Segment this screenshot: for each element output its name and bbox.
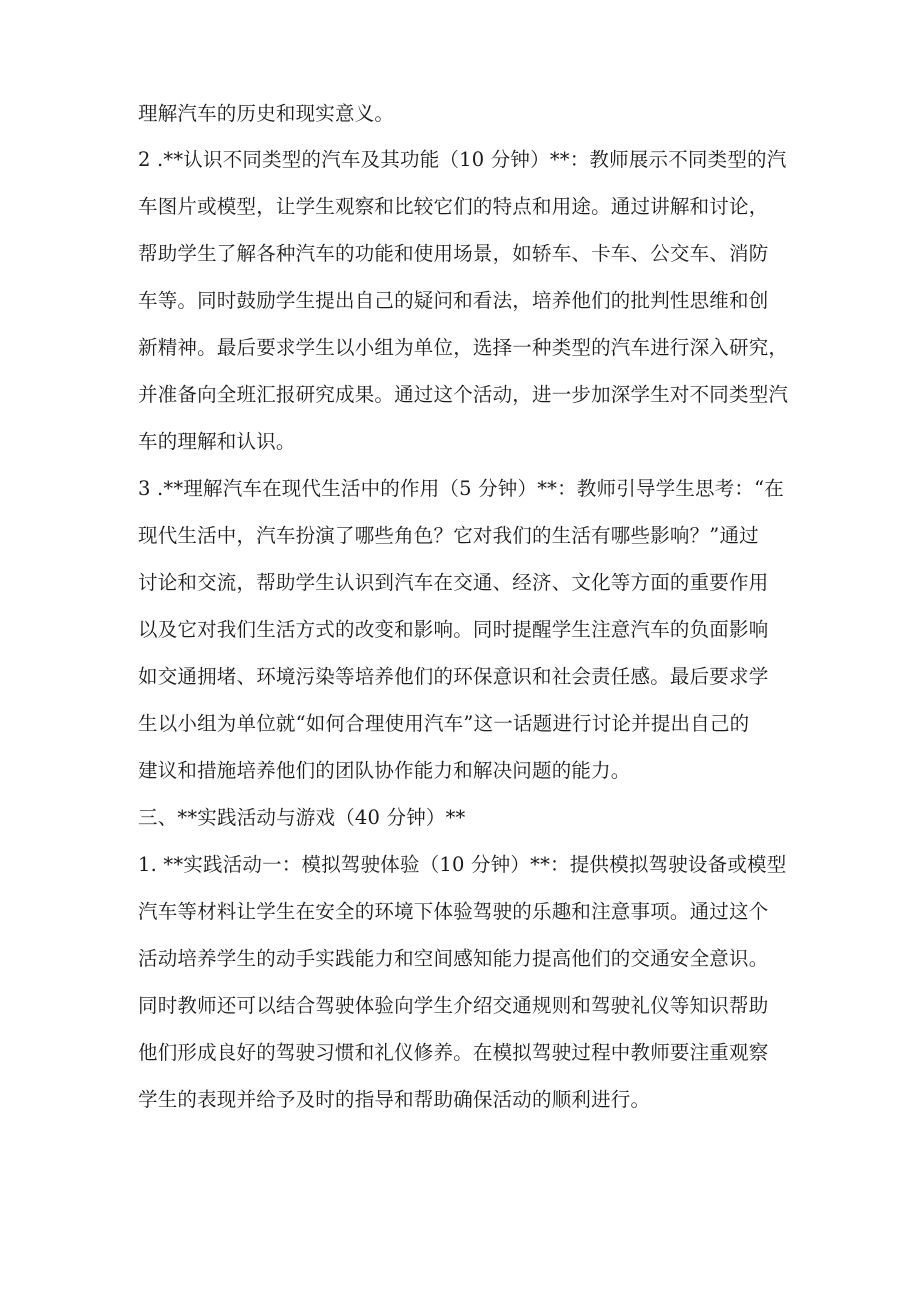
text-line: 学生的表现并给予及时的指导和帮助确保活动的顺利进行。: [138, 1088, 651, 1111]
text-line: 车等。同时鼓励学生提出自己的疑问和看法，培养他们的批判性思维和创: [138, 289, 769, 312]
text-line: 以及它对我们生活方式的改变和影响。同时提醒学生注意汽车的负面影响: [138, 618, 769, 641]
text-line: 同时教师还可以结合驾驶体验向学生介绍交通规则和驾驶礼仪等知识帮助: [138, 994, 769, 1017]
section-heading: 三、**实践活动与游戏（40 分钟）**: [138, 806, 466, 829]
text-line: 2 .**认识不同类型的汽车及其功能（10 分钟）**：教师展示不同类型的汽: [138, 148, 787, 171]
text-line: 现代生活中，汽车扮演了哪些角色？它对我们的生活有哪些影响？”通过: [138, 524, 759, 547]
text-line: 3 .**理解汽车在现代生活中的作用（5 分钟）**：教师引导学生思考：“在: [138, 477, 784, 500]
text-line: 如交通拥堵、环境污染等培养他们的环保意识和社会责任感。最后要求学: [138, 665, 769, 688]
text-line: 理解汽车的历史和现实意义。: [138, 102, 395, 125]
text-line: 车图片或模型，让学生观察和比较它们的特点和用途。通过讲解和讨论，: [138, 195, 769, 218]
text-line: 车的理解和认识。: [138, 430, 296, 453]
text-line: 活动培养学生的动手实践能力和空间感知能力提高他们的交通安全意识。: [138, 947, 769, 970]
text-line: 讨论和交流，帮助学生认识到汽车在交通、经济、文化等方面的重要作用: [138, 571, 769, 594]
text-line: 汽车等材料让学生在安全的环境下体验驾驶的乐趣和注意事项。通过这个: [138, 900, 769, 923]
text-line: 建议和措施培养他们的团队协作能力和解决问题的能力。: [138, 759, 631, 782]
text-line: 生以小组为单位就“如何合理使用汽车”这一话题进行讨论并提出自己的: [138, 712, 750, 735]
text-line: 并准备向全班汇报研究成果。通过这个活动，进一步加深学生对不同类型汽: [138, 383, 789, 406]
text-line: 他们形成良好的驾驶习惯和礼仪修养。在模拟驾驶过程中教师要注重观察: [138, 1041, 769, 1064]
text-line: 新精神。最后要求学生以小组为单位，选择一种类型的汽车进行深入研究，: [138, 336, 789, 359]
text-line: 1. **实践活动一：模拟驾驶体验（10 分钟）**：提供模拟驾驶设备或模型: [138, 853, 787, 876]
text-line: 帮助学生了解各种汽车的功能和使用场景，如轿车、卡车、公交车、消防: [138, 242, 769, 265]
